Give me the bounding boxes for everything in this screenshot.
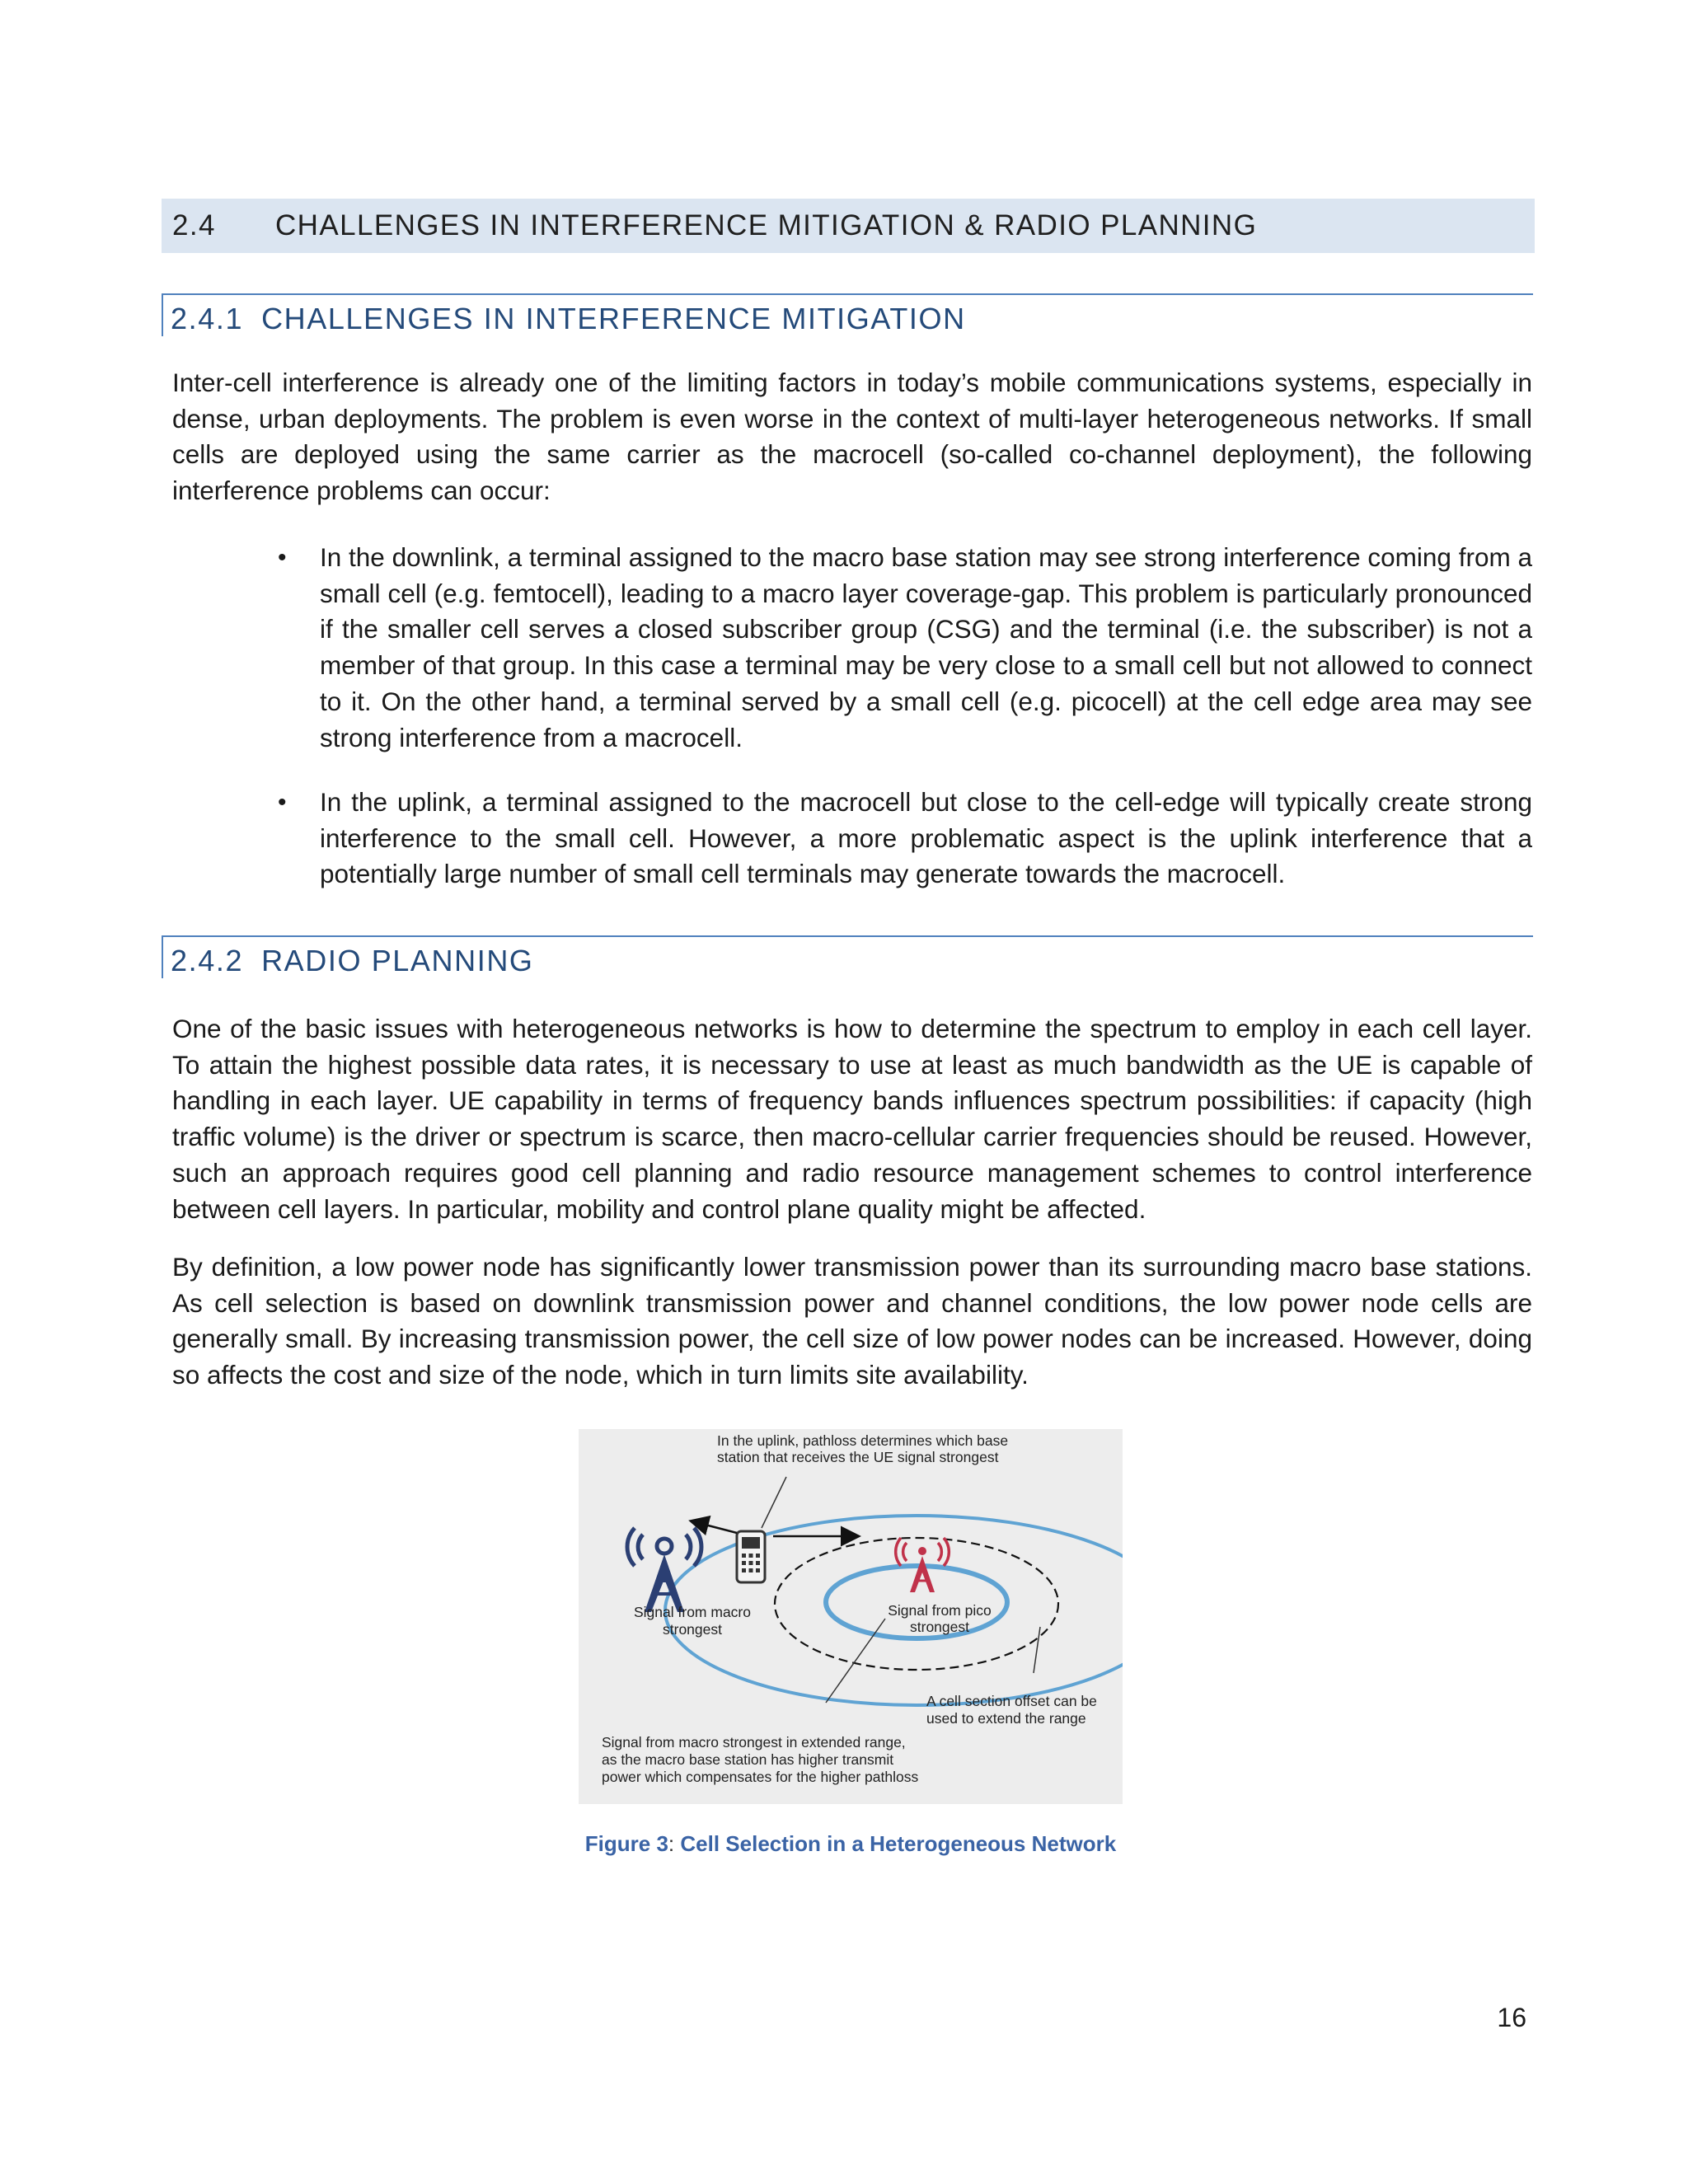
pico-strongest-label-line-2: strongest [910,1619,969,1635]
section-title: CHALLENGES IN INTERFERENCE MITIGATION & RADIO PLANNING [275,209,1258,241]
offset-label-line-1: A cell section offset can be [926,1693,1097,1709]
figure-caption [579,1831,1123,1857]
offset-callout-line [1034,1627,1040,1673]
subsection-heading-2-4-2 [162,935,1533,978]
uplink-callout-line [762,1477,786,1528]
radio-planning-paragraph-1: One of the basic issues with heterogeneous networks is how to determine the spectrum to employ in each cell layer. To attain the highest possible data rates, it is necessary to use at least as much bandwidth as the UE is capable of handling in each layer. UE capability in terms of frequency bands influences spectrum possibilities: if capacity (high traffic volume) is the driver or spectrum is scarce, then macro-cellular carrier frequencies should be reused. However, such an approach requires good cell planning and radio resource management schemes to control interference between cell layers. In particular, mobility and control plane quality might be affected. [172,1014,1532,1224]
phone-icon [737,1531,765,1582]
section-number: 2.4 [172,209,216,241]
bullet-icon: • [278,789,287,816]
cell-selection-figure [579,1429,1123,1804]
bullet-item-downlink [278,540,1532,756]
subsection-heading-2-4-1 [162,293,1533,336]
subsection-number: 2.4.1 [171,302,244,335]
macro-strongest-label-line-1: Signal from macro [634,1604,751,1620]
bullet-text: In the uplink, a terminal assigned to the macrocell but close to the cell-edge will typically create strong interference to the small cell. However, a more problematic aspect is the uplink interference that a potentially large number of small cell terminals may generate towards the macrocell. [320,787,1532,889]
caption-separator: : [668,1831,675,1856]
section-heading [162,199,1535,253]
subsection-number: 2.4.2 [171,944,244,977]
caption-label: Figure 3 [584,1831,668,1856]
extended-range-label-line-1: Signal from macro strongest in extended range, [602,1734,906,1750]
uplink-label-line-2: station that receives the UE signal strongest [717,1449,999,1465]
bullet-item-uplink [278,785,1532,893]
bullet-text: In the downlink, a terminal assigned to the macro base station may see strong interference coming from a small cell (e.g. femtocell), leading to a macro layer coverage-gap. This problem is particularly pronounced if the smaller cell serves a closed subscriber group (CSG) and the terminal (i.e. the subscriber) is not a member of that group. In this case a terminal may be very close to a small cell but not allowed to connect to it. On the other hand, a terminal served by a small cell (e.g. picocell) at the cell edge area may see strong interference from a macrocell. [320,542,1532,752]
subsection-title: CHALLENGES IN INTERFERENCE MITIGATION [261,302,966,335]
bullet-icon: • [278,544,287,571]
extended-range-label-line-2: as the macro base station has higher transmit [602,1751,894,1768]
intro-paragraph: Inter-cell interference is already one of the limiting factors in today’s mobile communications systems, especially in dense, urban deployments. The problem is even worse in the context of multi-layer heterogeneous networks. If small cells are deployed using the same carrier as the macrocell (so-called co-channel deployment), the following interference problems can occur: [172,368,1532,506]
extended-range-label-line-3: power which compensates for the higher pathloss [602,1769,919,1785]
caption-title: Cell Selection in a Heterogeneous Network [680,1831,1117,1856]
cell-selection-diagram [579,1429,1123,1804]
page-number: 16 [1497,2003,1526,2032]
radio-planning-paragraph-2: By definition, a low power node has significantly lower transmission power than its surrounding macro base stations. As cell selection is based on downlink transmission power and channel conditions, the low power node cells are generally small. By increasing transmission power, the cell size of low power nodes can be increased. However, doing so affects the cost and size of the node, which in turn limits site availability. [172,1252,1532,1390]
offset-label-line-2: used to extend the range [926,1710,1086,1727]
pico-strongest-label-line-1: Signal from pico [888,1602,992,1619]
macro-strongest-label-line-2: strongest [663,1621,722,1638]
uplink-label-line-1: In the uplink, pathloss determines which base [717,1432,1009,1449]
subsection-title: RADIO PLANNING [261,944,534,977]
